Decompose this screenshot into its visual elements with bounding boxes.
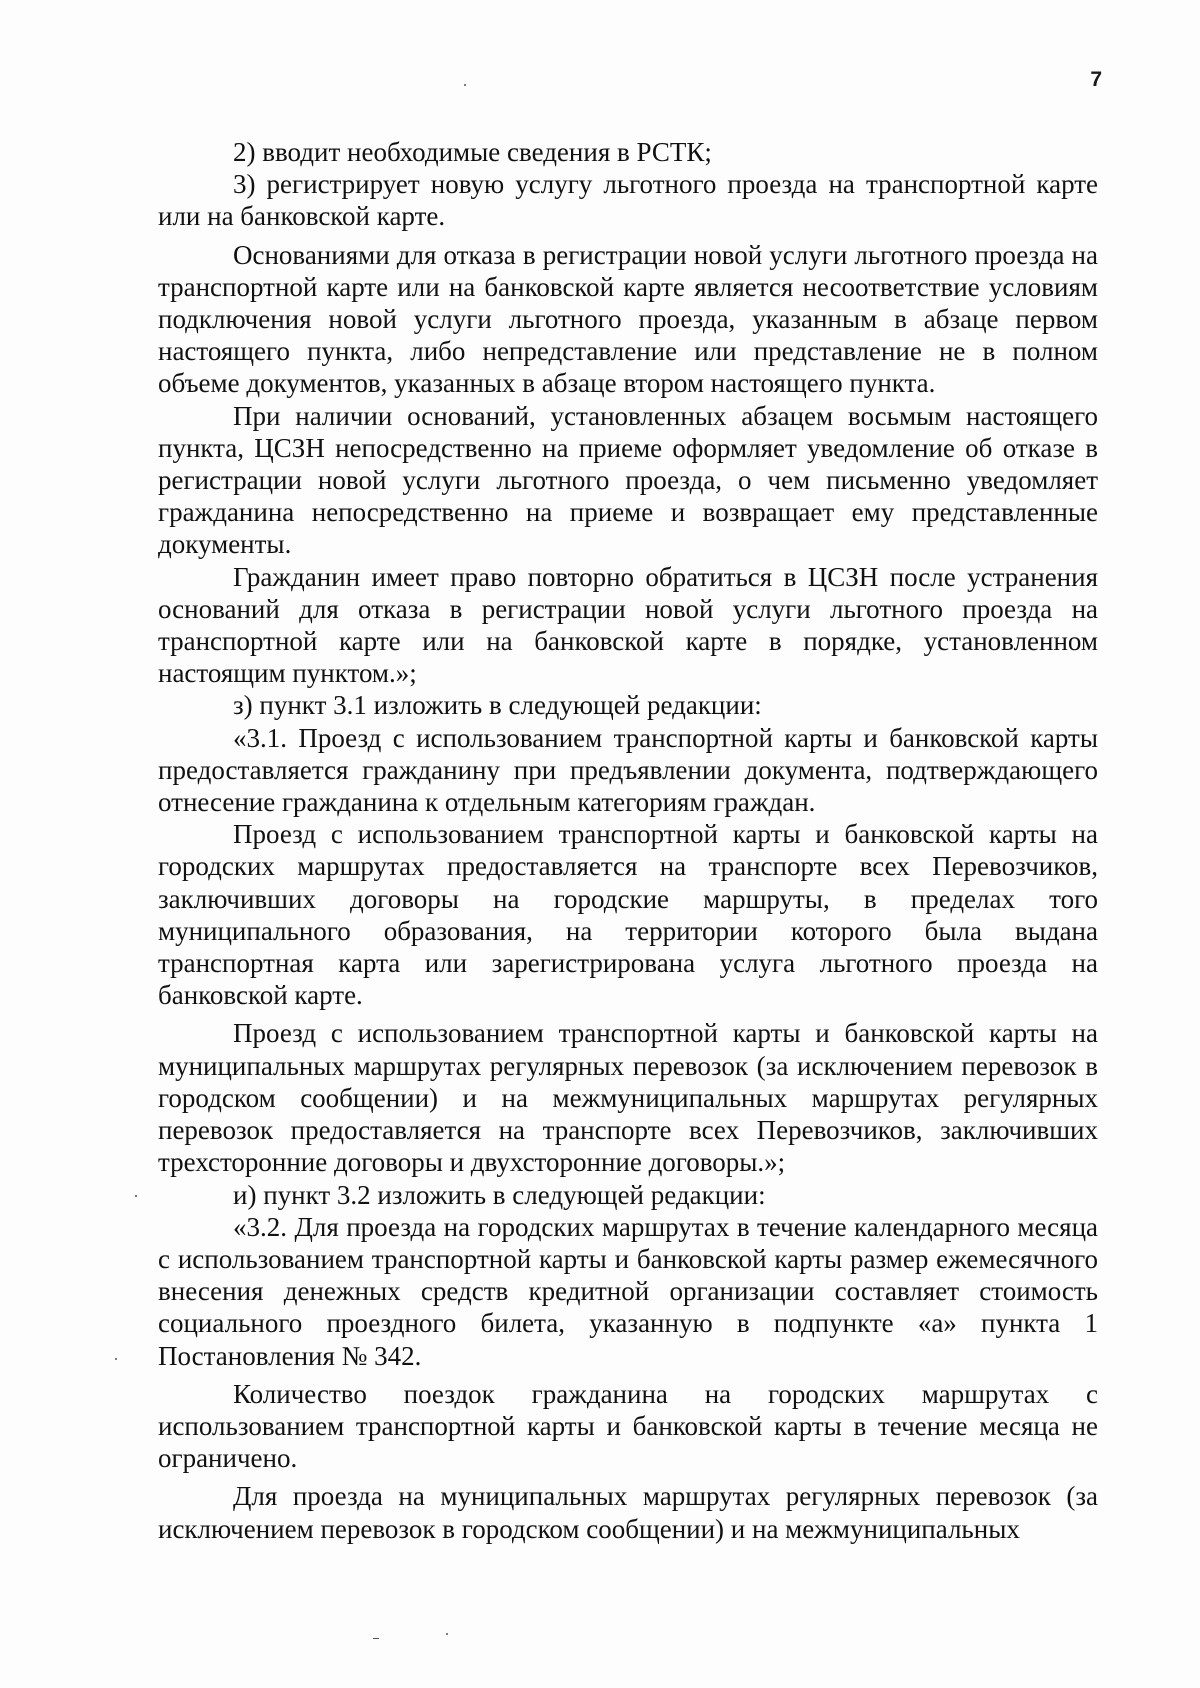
paragraph: з) пункт 3.1 изложить в следующей редакции: bbox=[233, 690, 762, 721]
scan-speck bbox=[135, 1195, 137, 1197]
paragraph: «3.1. Проезд с использованием транспортной карты и банковской карты предоставляется гражданину при предъявлении документа, подтверждающего отнесение гражданина к отдельным категориям граждан. bbox=[158, 722, 1098, 818]
paragraph: Для проезда на муниципальных маршрутах регулярных перевозок (за исключением перевозок в городском сообщении) и на межмуниципальных bbox=[158, 1481, 1098, 1544]
paragraph: 3) регистрирует новую услугу льготного проезда на транспортной карте или на банковской карте. bbox=[158, 169, 1098, 232]
page-number: 7 bbox=[1090, 68, 1102, 91]
scan-speck bbox=[115, 1358, 117, 1360]
paragraph: и) пункт 3.2 изложить в следующей редакции: bbox=[233, 1179, 766, 1210]
scan-speck bbox=[464, 84, 466, 86]
scan-speck bbox=[446, 1633, 448, 1635]
paragraph: Количество поездок гражданина на городских маршрутах с использованием транспортной карты и банковской карты в течение месяца не ограничено. bbox=[158, 1378, 1098, 1474]
paragraph: Гражданин имеет право повторно обратиться в ЦСЗН после устранения оснований для отказа в регистрации новой услуги льготного проезда на транспортной карте или на банковской карте в порядке, установленном настоящим пунктом.»; bbox=[158, 561, 1098, 689]
scan-speck bbox=[373, 1638, 379, 1639]
paragraph: 2) вводит необходимые сведения в РСТК; bbox=[233, 137, 712, 167]
paragraph: «3.2. Для проезда на городских маршрутах в течение календарного месяца с использованием транспортной карты и банковской карты размер ежемесячного внесения денежных средств кредитной организации составляет стоимость социального проездного билета, указанную в подпункте «а» пункта 1 Постановления № 342. bbox=[158, 1211, 1098, 1371]
paragraph: При наличии оснований, установленных абзацем восьмым настоящего пункта, ЦСЗН непосредственно на приеме оформляет уведомление об отказе в регистрации новой услуги льготного проезда, о чем письменно уведомляет гражданина непосредственно на приеме и возвращает ему представленные документы. bbox=[158, 400, 1098, 560]
document-body bbox=[158, 136, 1098, 1545]
paragraph: Проезд с использованием транспортной карты и банковской карты на городских маршрутах предоставляется на транспорте всех Перевозчиков, заключивших договоры на городские маршруты, в пределах того муниципального образования, на территории которого была выдана транспортная карта или зарегистрирована услуга льготного проезда на банковской карте. bbox=[158, 819, 1098, 1011]
paragraph: Проезд с использованием транспортной карты и банковской карты на муниципальных маршрутах регулярных перевозок (за исключением перевозок в городском сообщении) и на межмуниципальных маршрутах регулярных перевозок предоставляется на транспорте всех Перевозчиков, заключивших трехсторонние договоры и двухсторонние договоры.»; bbox=[158, 1018, 1098, 1178]
paragraph: Основаниями для отказа в регистрации новой услуги льготного проезда на транспортной карте или на банковской карте является несоответствие условиям подключения новой услуги льготного проезда, указанным в абзаце первом настоящего пункта, либо непредставление или представление не в полном объеме документов, указанных в абзаце втором настоящего пункта. bbox=[158, 239, 1098, 399]
